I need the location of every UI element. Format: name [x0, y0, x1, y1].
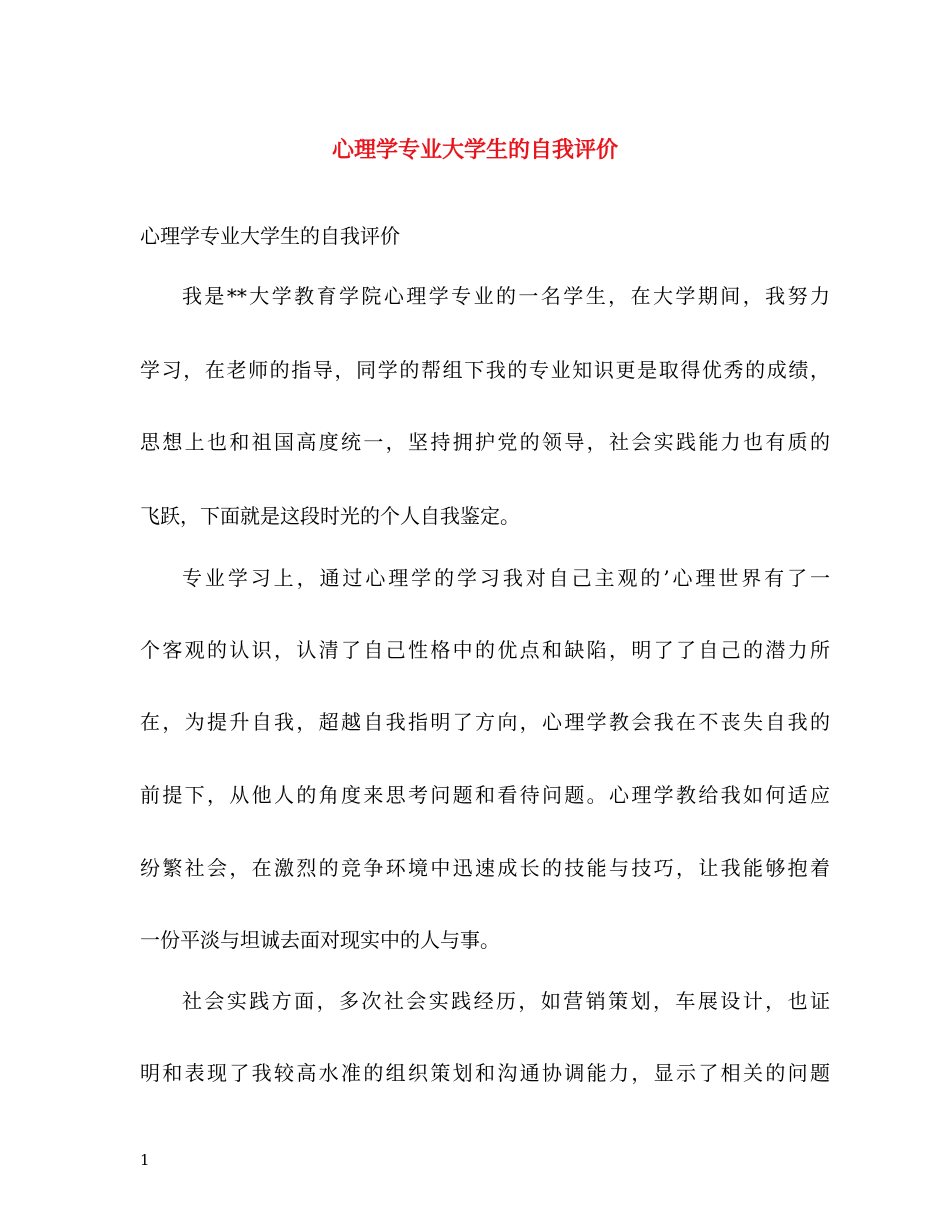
document-subtitle: 心理学专业大学生的自我评价 — [140, 224, 400, 248]
paragraph-3-line-2: 明和表现了我较高水准的组织策划和沟通协调能力，显示了相关的问题 — [140, 1061, 830, 1085]
page-number: 1 — [140, 1151, 150, 1169]
paragraph-2-line-5: 纷繁社会，在激烈的竞争环境中迅速成长的技能与技巧，让我能够抱着 — [140, 856, 830, 880]
paragraph-3-line-1: 社会实践方面，多次社会实践经历，如营销策划，车展设计，也证 — [182, 989, 830, 1013]
paragraph-2-line-4: 前提下，从他人的角度来思考问题和看待问题。心理学教给我如何适应 — [140, 783, 830, 807]
paragraph-2-line-6: 一份平淡与坦诚去面对现实中的人与事。 — [140, 928, 500, 952]
paragraph-1-line-2: 学习，在老师的指导，同学的帮组下我的专业知识更是取得优秀的成绩， — [140, 358, 830, 382]
paragraph-2-line-3: 在，为提升自我，超越自我指明了方向，心理学教会我在不丧失自我的 — [140, 710, 830, 734]
paragraph-1-line-1: 我是**大学教育学院心理学专业的一名学生，在大学期间，我努力 — [182, 284, 830, 308]
paragraph-1-line-3: 思想上也和祖国高度统一，坚持拥护党的领导，社会实践能力也有质的 — [140, 430, 830, 454]
paragraph-2-line-2: 个客观的认识，认清了自己性格中的优点和缺陷，明了了自己的潜力所 — [140, 638, 830, 662]
paragraph-1-line-4: 飞跃，下面就是这段时光的个人自我鉴定。 — [140, 504, 520, 528]
paragraph-2-line-1: 专业学习上，通过心理学的学习我对自己主观的’心理世界有了一 — [182, 566, 830, 590]
document-title: 心理学专业大学生的自我评价 — [331, 137, 618, 163]
